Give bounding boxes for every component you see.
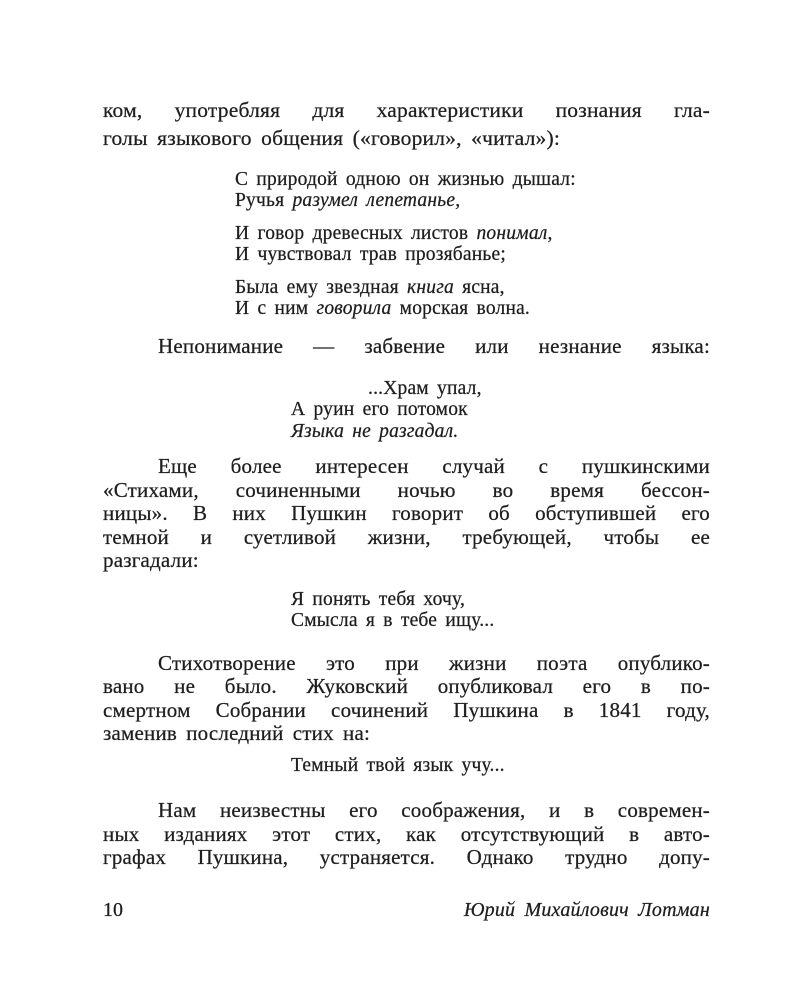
verse-stanza bbox=[235, 170, 710, 211]
text-line: смертном Собрании сочинений Пушкина в 1841 году, bbox=[103, 697, 710, 722]
verse-line: Я понять тебя хочу, bbox=[291, 588, 466, 610]
text-line: разгадали: bbox=[103, 548, 199, 572]
verse-line bbox=[235, 191, 710, 212]
verse-quote-ponyat bbox=[103, 589, 710, 632]
text-line: ных изданиях этот стих, как отсутствующий в авто- bbox=[103, 821, 710, 846]
text-line: вано не было. Жуковский опубликовал его в по- bbox=[103, 674, 710, 698]
page-number: 10 bbox=[103, 898, 123, 921]
text-run: Была ему звездная bbox=[235, 277, 408, 298]
paragraph-intro bbox=[103, 96, 710, 152]
verse-stanza bbox=[235, 224, 710, 265]
paragraph-stihotvorenie bbox=[103, 652, 710, 746]
verse-stanza bbox=[235, 278, 710, 319]
text-run: ясна, bbox=[453, 277, 505, 298]
paragraph-esche-bolee bbox=[103, 455, 710, 573]
text-run: И с ним bbox=[235, 297, 317, 319]
verse-line bbox=[235, 278, 710, 299]
text-run: морская волна. bbox=[391, 297, 531, 319]
page-footer bbox=[103, 899, 710, 921]
text-run: Ручья bbox=[235, 189, 293, 211]
footer-author: Юрий Михайлович Лотман bbox=[463, 898, 710, 921]
italic-text-run: книга bbox=[407, 277, 454, 298]
text-line: Непонимание — забвение или незнание языка: bbox=[158, 334, 710, 358]
paragraph-nam-neizvestny bbox=[103, 799, 710, 870]
verse-line: Темный твой язык учу... bbox=[291, 754, 505, 776]
verse-line: Смысла я в тебе ищу... bbox=[291, 610, 495, 631]
verse-quote-nature bbox=[103, 170, 710, 319]
text-run: И чувствовал трав прозябанье; bbox=[235, 243, 506, 265]
text-line: Еще более интересен случай с пушкинскими bbox=[158, 454, 710, 478]
verse-line bbox=[235, 299, 710, 320]
text-run: С природой одною он жизнью дышал: bbox=[235, 169, 576, 190]
verse-line-italic: Языка не разгадал. bbox=[291, 420, 459, 442]
text-line: ком, употребляя для характеристики познания гла- bbox=[103, 98, 710, 122]
verse-line bbox=[235, 245, 710, 266]
verse-line bbox=[235, 224, 710, 245]
italic-text-run: разумел лепетанье, bbox=[292, 189, 461, 211]
text-line: Нам неизвестны его соображения, и в современ- bbox=[158, 798, 710, 822]
paragraph-neponimanie bbox=[103, 334, 710, 359]
text-line: «Стихами, сочиненными ночью во время бессон- bbox=[103, 477, 710, 502]
text-line: графах Пушкина, устраняется. Однако трудно допу- bbox=[103, 845, 710, 869]
text-run: И говор древесных листов bbox=[235, 223, 477, 244]
italic-text-run: говорила bbox=[316, 297, 392, 319]
verse-line: ...Храм упал, bbox=[368, 377, 482, 399]
text-line: ницы». В них Пушкин говорит об обступившей его bbox=[103, 501, 710, 525]
text-line: голы языкового общения («говорил», «читал»): bbox=[103, 126, 560, 150]
verse-line bbox=[235, 170, 710, 191]
italic-text-run: понимал, bbox=[476, 223, 553, 244]
verse-quote-temny bbox=[103, 755, 710, 777]
verse-quote-hram bbox=[103, 378, 710, 443]
text-line: Стихотворение это при жизни поэта опублико- bbox=[158, 650, 710, 675]
text-line: заменив последний стих на: bbox=[103, 721, 371, 745]
verse-line: А руин его потомок bbox=[291, 399, 468, 420]
text-line: темной и суетливой жизни, требующей, чтобы ее bbox=[103, 524, 710, 549]
